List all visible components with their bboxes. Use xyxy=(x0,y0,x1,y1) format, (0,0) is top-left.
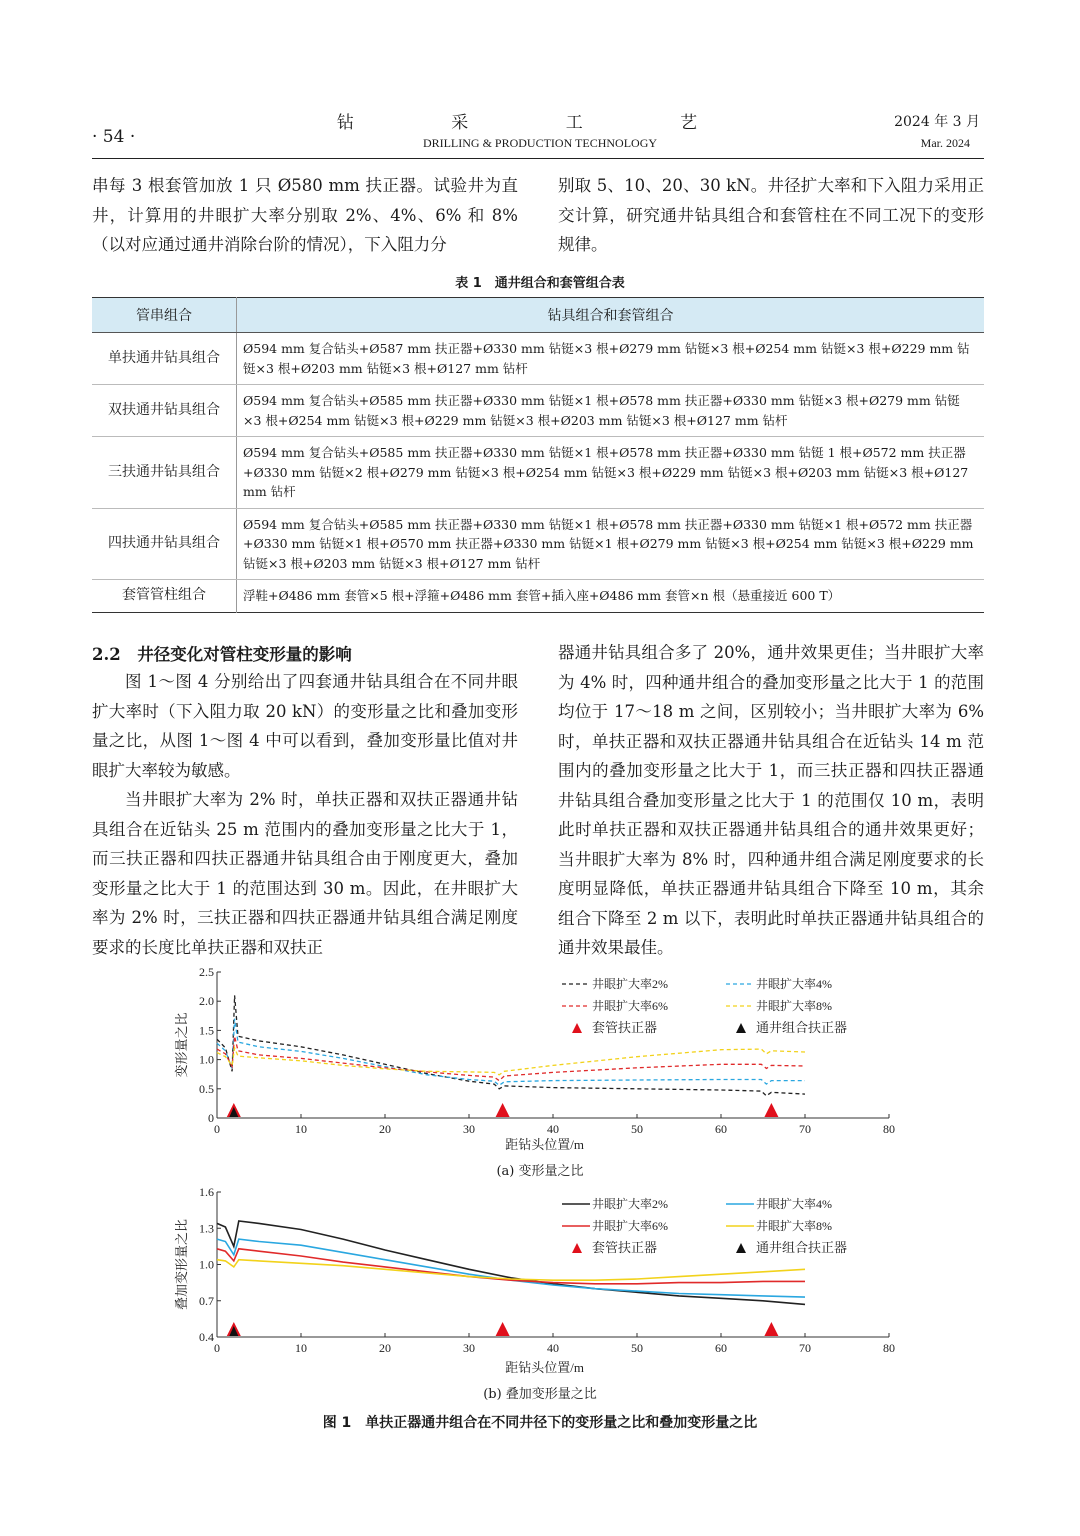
section-paragraph-2: 当井眼扩大率为 2% 时，单扶正器和双扶正器通井钻具组合在近钻头 25 m 范围内的叠加变形量之比大于 1，而三扶正器和四扶正器通井钻具组合由于刚度更大，叠加变形量之比大于 1 的范围达到 30 m。因此，在井眼扩大率为 2% 时，三扶正器和四扶正器通井钻具组合满足刚度要求的长度比单扶正器和双扶正 xyxy=(92,790,518,957)
table-title: 表 1 通井组合和套管组合表 xyxy=(455,276,625,291)
x-tick-label: 30 xyxy=(463,1122,475,1136)
row-name: 四扶通井钻具组合 xyxy=(92,508,237,580)
section-paragraph-3: 器通井钻具组合多了 20%，通井效果更佳；当井眼扩大率为 4% 时，四种通井组合的叠加变形量之比大于 1 的范围均位于 17～18 m 之间，区别较小；当井眼扩大率为 6% 时，单扶正器和双扶正器通井钻具组合在近钻头 14 m 范围内的叠加变形量之比大于 1，而三扶正器和四扶正器通井钻具组合叠加变形量之比大于 1 的范围仅 10 m，表明此时单扶正器和双扶正器通井钻具组合的通井效果更好；当井眼扩大率为 8% 时，四种通井组合满足刚度要求的长度明显降低，单扶正器通井钻具组合下降至 10 m，其余组合下降至 2 m 以下，表明此时单扶正器通井钻具组合的通井效果最佳。 xyxy=(558,643,984,957)
header-rule xyxy=(92,158,984,159)
chart-deformation-ratio xyxy=(174,965,895,1152)
row-name: 单扶通井钻具组合 xyxy=(92,333,237,385)
intro-right-column xyxy=(558,171,984,260)
legend-label: 井眼扩大率2% xyxy=(592,1197,668,1211)
series-line-r2 xyxy=(217,995,805,1095)
legend-label: 套管扶正器 xyxy=(592,1020,658,1035)
legend-label: 通井组合扶正器 xyxy=(756,1020,848,1035)
row-name: 套管管柱组合 xyxy=(92,580,237,613)
x-tick-label: 0 xyxy=(214,1122,220,1136)
series-line-r6 xyxy=(217,1036,805,1080)
page-number: · 54 · xyxy=(92,127,136,147)
table-row xyxy=(92,580,984,613)
legend-label: 通井组合扶正器 xyxy=(756,1240,848,1255)
intro-left-column xyxy=(92,171,518,260)
x-tick-label: 40 xyxy=(547,1341,559,1355)
row-name: 双扶通井钻具组合 xyxy=(92,385,237,437)
figure-caption: 图 1 单扶正器通井组合在不同井径下的变形量之比和叠加变形量之比 xyxy=(322,1415,758,1431)
table-header-string: 管串组合 xyxy=(92,298,237,333)
x-axis-label: 距钻头位置/m xyxy=(505,1360,584,1375)
x-tick-label: 20 xyxy=(379,1341,391,1355)
legend-label: 井眼扩大率8% xyxy=(756,999,832,1013)
issue-date-cn: 2024 年 3 月 xyxy=(894,114,980,130)
y-tick-label: 1.0 xyxy=(199,1257,214,1272)
x-tick-label: 80 xyxy=(883,1341,895,1355)
y-tick-label: 2.0 xyxy=(199,994,214,1009)
x-tick-label: 20 xyxy=(379,1122,391,1136)
y-tick-label: 2.5 xyxy=(199,965,214,979)
issue-date-en: Mar. 2024 xyxy=(920,136,970,150)
table-row xyxy=(92,385,984,437)
casing-centralizer-marker xyxy=(496,1322,510,1336)
x-tick-label: 80 xyxy=(883,1122,895,1136)
legend-label: 井眼扩大率6% xyxy=(592,999,668,1013)
casing-centralizer-marker xyxy=(764,1322,778,1336)
casing-centralizer-marker xyxy=(764,1103,778,1117)
table-row xyxy=(92,508,984,580)
casing-centralizer-marker xyxy=(496,1103,510,1117)
row-name: 三扶通井钻具组合 xyxy=(92,437,237,509)
x-tick-label: 50 xyxy=(631,1341,643,1355)
legend-drilling-marker xyxy=(736,1243,746,1253)
legend-drilling-marker xyxy=(736,1023,746,1033)
x-tick-label: 0 xyxy=(214,1341,220,1355)
x-tick-label: 10 xyxy=(295,1341,307,1355)
y-tick-label: 1.5 xyxy=(199,1023,214,1038)
y-tick-label: 0.7 xyxy=(199,1293,214,1308)
row-content: Ø594 mm 复合钻头+Ø585 mm 扶正器+Ø330 mm 钻铤×1 根+Ø578 mm 扶正器+Ø330 mm 钻铤×1 根+Ø572 mm 扶正器+Ø330 mm 钻铤×1 根+Ø570 mm 扶正器+Ø330 mm 钻铤×1 根+Ø279 mm 钻铤×3 根+Ø254 mm 钻铤×3 根+Ø229 mm 钻铤×3 根+Ø203 mm 钻铤×3 根+Ø127 mm 钻杆 xyxy=(237,508,985,580)
legend-label: 井眼扩大率4% xyxy=(756,977,832,991)
y-tick-label: 1.6 xyxy=(199,1185,214,1199)
x-tick-label: 70 xyxy=(799,1341,811,1355)
y-tick-label: 1.3 xyxy=(199,1221,214,1236)
x-tick-label: 10 xyxy=(295,1122,307,1136)
row-content: Ø594 mm 复合钻头+Ø585 mm 扶正器+Ø330 mm 钻铤×1 根+Ø578 mm 扶正器+Ø330 mm 钻铤×3 根+Ø279 mm 钻铤×3 根+Ø254 mm 钻铤×3 根+Ø229 mm 钻铤×3 根+Ø203 mm 钻铤×3 根+Ø127 mm 钻杆 xyxy=(237,385,985,437)
y-tick-label: 1.0 xyxy=(199,1052,214,1067)
legend-label: 套管扶正器 xyxy=(592,1240,658,1255)
legend-label: 井眼扩大率6% xyxy=(592,1219,668,1233)
journal-title-cn: 钻 采 工 艺 xyxy=(336,113,744,133)
assembly-table xyxy=(92,297,984,613)
x-axis-label: 距钻头位置/m xyxy=(505,1137,584,1152)
table-row xyxy=(92,333,984,385)
series-line-r4 xyxy=(217,1239,805,1297)
legend-label: 井眼扩大率2% xyxy=(592,977,668,991)
subcaption-b: (b) 叠加变形量之比 xyxy=(483,1387,597,1402)
intro-left-text: 串每 3 根套管加放 1 只 Ø580 mm 扶正器。试验井为直井，计算用的井眼扩大率分别取 2%、4%、6% 和 8%（以对应通过通井消除台阶的情况），下入阻力分 xyxy=(92,176,518,254)
intro-right-text: 别取 5、10、20、30 kN。井径扩大率和下入阻力采用正交计算，研究通井钻具组合和套管柱在不同工况下的变形规律。 xyxy=(558,176,984,254)
y-tick-label: 0.5 xyxy=(199,1081,214,1096)
section-paragraph-1: 图 1～图 4 分别给出了四套通井钻具组合在不同井眼扩大率时（下入阻力取 20 kN）的变形量之比和叠加变形量之比，从图 1～图 4 中可以看到，叠加变形量比值对井眼扩大率较为敏感。 xyxy=(92,672,518,780)
table-row xyxy=(92,437,984,509)
x-tick-label: 60 xyxy=(715,1122,727,1136)
legend-label: 井眼扩大率8% xyxy=(756,1219,832,1233)
figure-1 xyxy=(0,960,1080,1405)
table-header-assembly: 钻具组合和套管组合 xyxy=(237,298,985,333)
y-axis-label: 叠加变形量之比 xyxy=(174,1218,189,1311)
section-right-column xyxy=(558,638,984,963)
x-tick-label: 60 xyxy=(715,1341,727,1355)
series-line-r2 xyxy=(217,1221,805,1304)
x-tick-label: 50 xyxy=(631,1122,643,1136)
legend-casing-marker xyxy=(572,1023,582,1033)
section-heading: 2.2 井径变化对管柱变形量的影响 xyxy=(92,645,352,664)
journal-title-en: DRILLING & PRODUCTION TECHNOLOGY xyxy=(422,136,658,150)
y-tick-label: 0 xyxy=(208,1111,214,1125)
section-left-column xyxy=(92,667,518,962)
row-content: 浮鞋+Ø486 mm 套管×5 根+浮箍+Ø486 mm 套管+插入座+Ø486 mm 套管×n 根（悬重接近 600 T） xyxy=(243,588,841,603)
y-axis-label: 变形量之比 xyxy=(174,1012,189,1078)
row-content: Ø594 mm 复合钻头+Ø585 mm 扶正器+Ø330 mm 钻铤×1 根+Ø578 mm 扶正器+Ø330 mm 钻铤 1 根+Ø572 mm 扶正器+Ø330 mm 钻铤×2 根+Ø279 mm 钻铤×3 根+Ø254 mm 钻铤×3 根+Ø229 mm 钻铤×3 根+Ø203 mm 钻铤×3 根+Ø127 mm 钻杆 xyxy=(237,437,985,509)
legend-label: 井眼扩大率4% xyxy=(756,1197,832,1211)
legend-casing-marker xyxy=(572,1243,582,1253)
subcaption-a: (a) 变形量之比 xyxy=(496,1164,584,1179)
x-tick-label: 30 xyxy=(463,1341,475,1355)
row-content: Ø594 mm 复合钻头+Ø587 mm 扶正器+Ø330 mm 钻铤×3 根+Ø279 mm 钻铤×3 根+Ø254 mm 钻铤×3 根+Ø229 mm 钻铤×3 根+Ø203 mm 钻铤×3 根+Ø127 mm 钻杆 xyxy=(237,333,985,385)
y-tick-label: 0.4 xyxy=(199,1330,214,1344)
x-tick-label: 70 xyxy=(799,1122,811,1136)
x-tick-label: 40 xyxy=(547,1122,559,1136)
chart-superposed-deformation-ratio xyxy=(174,1185,895,1375)
